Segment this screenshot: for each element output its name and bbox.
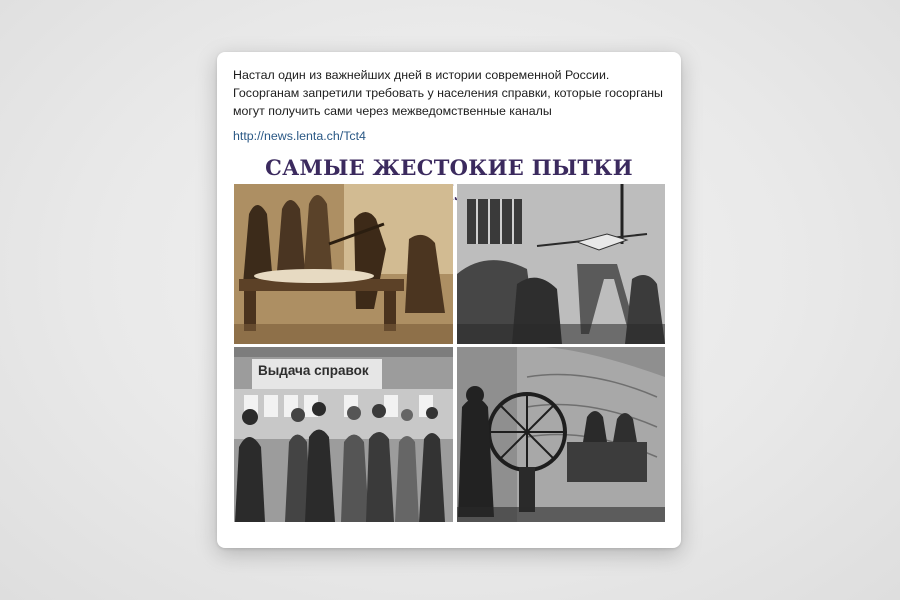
post-card	[217, 52, 681, 548]
engraving-bw-image	[457, 184, 665, 344]
post-text-line-3: могут получить сами через межведомственные каналы	[233, 104, 552, 118]
queue-photo-image	[234, 347, 453, 522]
collage-title: САМЫЕ ЖЕСТОКИЕ ПЫТКИ	[265, 155, 633, 180]
sign-text: Выдача справок	[258, 363, 369, 378]
engraving-sepia-image	[234, 184, 453, 344]
post-link[interactable]: http://news.lenta.ch/Tct4	[233, 129, 366, 143]
wheel-engraving-image	[457, 347, 665, 522]
post-text-line-1: Настал один из важнейших дней в истории современной России.	[233, 68, 610, 82]
post-text-line-2: Госорганам запретили требовать у населения справки, которые госорганы	[233, 86, 663, 100]
post-text	[233, 66, 673, 120]
post-image[interactable]	[233, 152, 665, 524]
